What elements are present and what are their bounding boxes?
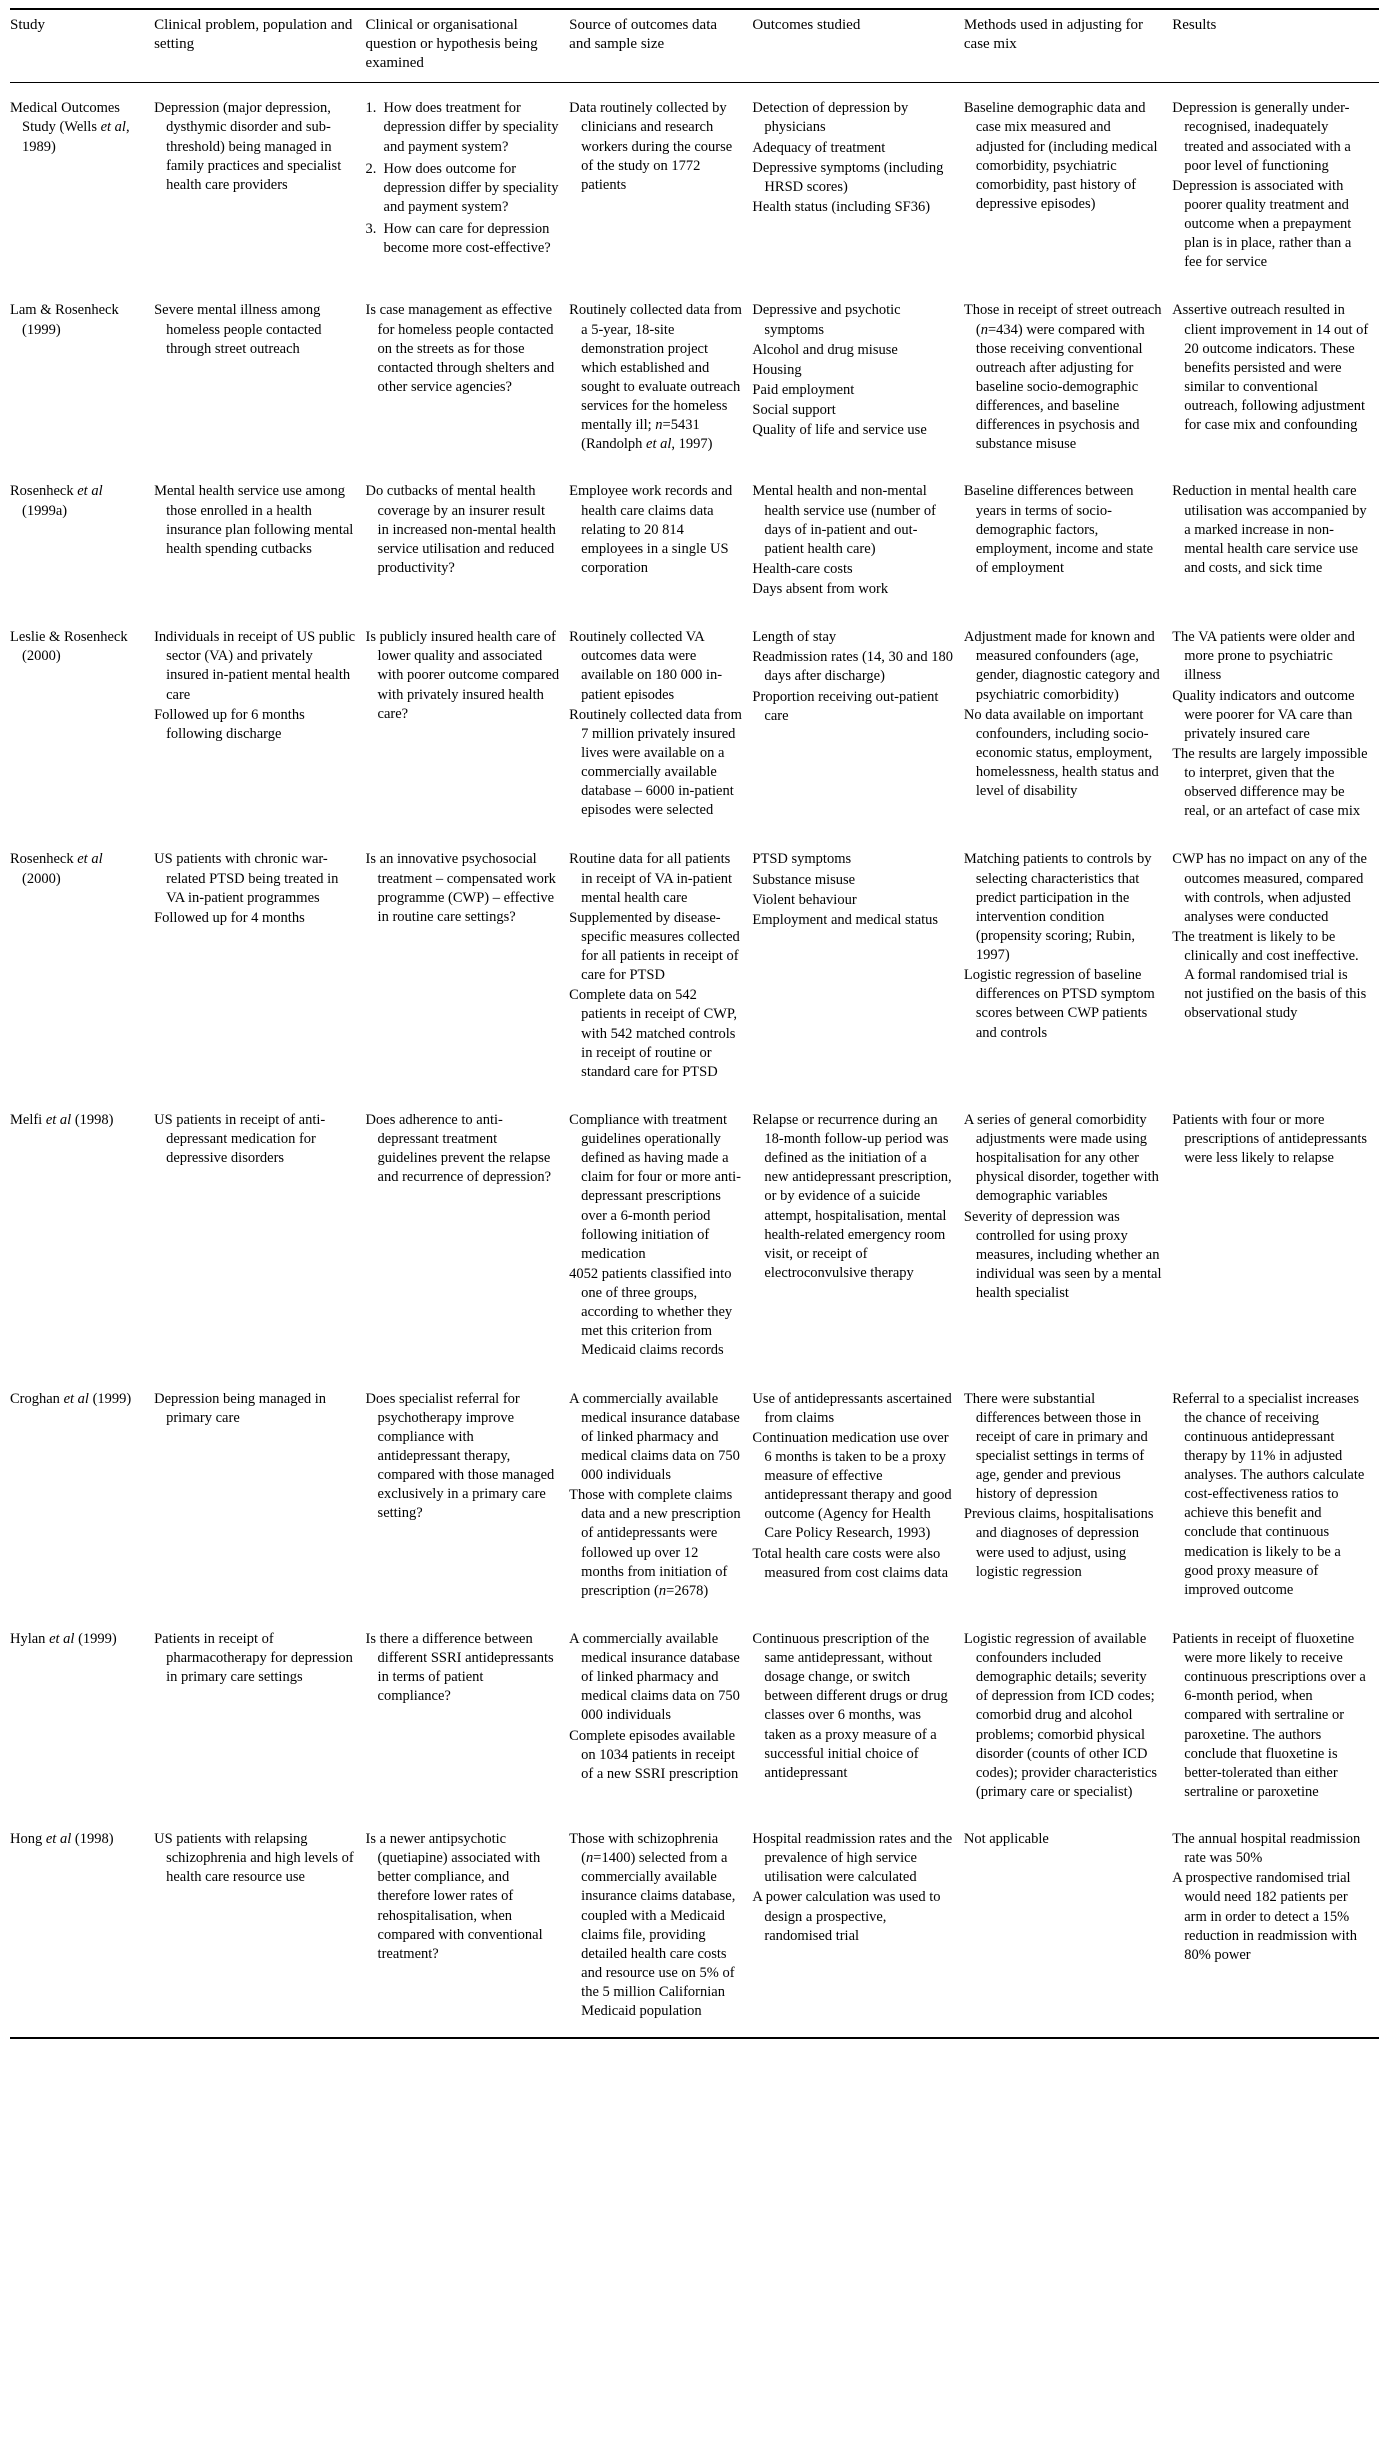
- cell-outcomes: [752, 1376, 963, 1616]
- cell-outcomes-item: Violent behaviour: [752, 891, 857, 908]
- table-body: [10, 83, 1379, 2039]
- cell-study: [10, 1616, 154, 1816]
- cell-source-item: Complete data on 542 patients in receipt of CWP, with 542 matched controls in receipt of routine or standard care for PTSD: [569, 987, 738, 1080]
- cell-outcomes-item: Social support: [752, 402, 836, 418]
- cell-outcomes: [752, 468, 963, 614]
- cell-problem-item: Followed up for 6 months following discharge: [154, 706, 305, 742]
- cell-methods-text: Baseline differences between years in terms of socio-demographic factors, employment, income and state of employment: [963, 483, 1154, 576]
- cell-source: [569, 1376, 752, 1616]
- cell-problem: [154, 836, 365, 1097]
- cell-source-item: Routinely collected VA outcomes data were available on 180 000 in-patient episodes: [569, 629, 723, 703]
- cell-question-text: Is case management as effective for homeless people contacted on the streets as for those contacted through shelters and other service agencies?: [365, 302, 555, 395]
- cell-question-item: [366, 220, 560, 258]
- cell-study-text: Melfi et al (1998): [10, 1111, 114, 1128]
- cell-problem-text: Mental health service use among those enrolled in a health insurance plan following mental health spending cutbacks: [154, 483, 354, 557]
- cell-question: [366, 468, 570, 614]
- cell-source-item: A commercially available medical insurance database of linked pharmacy and medical claims data on 750 000 individuals: [569, 1390, 740, 1483]
- cell-methods: [964, 1616, 1172, 1816]
- cell-study-text: Rosenheck et al (1999a): [10, 483, 103, 519]
- cell-methods-text: Baseline demographic data and case mix measured and adjusted for (including medical comorbidity, psychiatric comorbidity, past history of depressive episodes): [963, 100, 1158, 212]
- cell-results-text: Patients with four or more prescriptions of antidepressants were less likely to relapse: [1172, 1111, 1368, 1167]
- cell-problem-text: Depression (major depression, dysthymic disorder and sub-threshold) being managed in family practices and specialist health care providers: [154, 100, 342, 193]
- cell-outcomes-item: Use of antidepressants ascertained from claims: [752, 1390, 952, 1426]
- cell-question-item-number: 2.: [365, 160, 377, 177]
- column-header-methods: Methods used in adjusting for case mix: [964, 9, 1172, 83]
- cell-study-text: Medical Outcomes Study (Wells et al, 1989): [10, 100, 130, 155]
- cell-outcomes-item: PTSD symptoms: [752, 851, 852, 868]
- study-comparison-table: [10, 8, 1379, 2039]
- cell-question-text: Is a newer antipsychotic (quetiapine) associated with better compliance, and therefore lower rates of rehospitalisation, when compared with conventional treatment?: [365, 1831, 543, 1962]
- cell-problem-item: US patients with chronic war-related PTSD being treated in VA in-patient programmes: [154, 851, 339, 906]
- cell-question: [366, 1816, 570, 2038]
- cell-outcomes: [752, 1097, 963, 1376]
- cell-question: [366, 1616, 570, 1816]
- cell-study: [10, 468, 154, 614]
- cell-outcomes-item: Depressive symptoms (including HRSD scores): [752, 159, 944, 195]
- cell-problem-text: Patients in receipt of pharmacotherapy for depression in primary care settings: [154, 1630, 353, 1686]
- cell-results-text: Patients in receipt of fluoxetine were more likely to receive continuous prescriptions over a 6-month period, when compared with sertraline or paroxetine. The authors conclude that fluoxetine is better-tolerated than either sertraline or paroxetine: [1172, 1630, 1366, 1800]
- cell-source-item: Supplemented by disease-specific measures collected for all patients in receipt of care for PTSD: [569, 909, 740, 984]
- cell-methods: [964, 83, 1172, 288]
- cell-outcomes-item: Readmission rates (14, 30 and 180 days after discharge): [752, 649, 953, 685]
- cell-question-item-text: How does outcome for depression differ by speciality and payment system?: [383, 160, 559, 215]
- cell-results-text: Referral to a specialist increases the chance of receiving continuous antidepressant therapy by 11% in adjusted analyses. The authors calculate cost-effectiveness ratios to achieve this benefit and conclude that continuous medication is likely to be a good proxy measure of improved outcome: [1172, 1390, 1365, 1598]
- cell-study: [10, 836, 154, 1097]
- cell-methods-item: Previous claims, hospitalisations and diagnoses of depression were used to adjust, using logistic regression: [963, 1506, 1154, 1580]
- cell-outcomes: [752, 836, 963, 1097]
- cell-outcomes-item: Health-care costs: [752, 560, 853, 577]
- cell-results: [1172, 836, 1379, 1097]
- cell-outcomes-item: Mental health and non-mental health service use (number of days of in-patient and out-patient health care): [752, 483, 936, 557]
- cell-results: [1172, 1816, 1379, 2038]
- cell-study-text: Rosenheck et al (2000): [10, 851, 103, 887]
- cell-problem-item: Individuals in receipt of US public sector (VA) and privately insured in-patient mental health care: [154, 629, 356, 703]
- cell-source: [569, 468, 752, 614]
- cell-results: [1172, 1616, 1379, 1816]
- column-header-outcomes: Outcomes studied: [752, 9, 963, 83]
- cell-problem: [154, 287, 365, 468]
- cell-study-text: Hong et al (1998): [10, 1831, 114, 1847]
- cell-methods-text: Those in receipt of street outreach (n=434) were compared with those receiving conventional outreach after adjusting for baseline socio-demographic differences, and baseline differences in psychosis and substance misuse: [963, 302, 1162, 453]
- cell-results-item: A prospective randomised trial would need 182 patients per arm in order to detect a 15% reduction in readmission with 80% power: [1172, 1870, 1357, 1963]
- table-header: [10, 9, 1379, 83]
- cell-outcomes-item: Alcohol and drug misuse: [752, 341, 898, 358]
- cell-source-text: Data routinely collected by clinicians and research workers during the course of the study on 1772 patients: [569, 100, 733, 193]
- cell-source: [569, 1816, 752, 2038]
- cell-question-item: [366, 160, 560, 217]
- cell-source-item: Complete episodes available on 1034 patients in receipt of a new SSRI prescription: [569, 1727, 739, 1782]
- table-row: [10, 83, 1379, 288]
- cell-problem: [154, 1097, 365, 1376]
- cell-question: [366, 614, 570, 836]
- cell-question-item: [366, 99, 560, 156]
- cell-results-text: Reduction in mental health care utilisation was accompanied by a marked increase in non-mental health care service use and costs, and sick time: [1172, 483, 1367, 576]
- cell-question: [366, 836, 570, 1097]
- table-row: [10, 1816, 1379, 2038]
- cell-outcomes: [752, 1616, 963, 1816]
- cell-outcomes-text: Continuous prescription of the same antidepressant, without dosage change, or switch between different drugs or drug classes over 6 months, was taken as a proxy measure of a successful initial choice of antidepressant: [752, 1630, 948, 1781]
- cell-question-text: Does adherence to anti-depressant treatment guidelines prevent the relapse and recurrence of depression?: [365, 1111, 552, 1186]
- table-row: [10, 614, 1379, 836]
- column-header-results: Results: [1172, 9, 1379, 83]
- column-header-question: Clinical or organisational question or hypothesis being examined: [366, 9, 570, 83]
- cell-results-text: Assertive outreach resulted in client improvement in 14 out of 20 outcome indicators. These benefits persisted and were similar to conventional outreach, following adjustment for case mix and confounding: [1172, 302, 1369, 434]
- cell-outcomes-text: Relapse or recurrence during an 18-month follow-up period was defined as the initiation of a new antidepressant prescription, or by evidence of a suicide attempt, hospitalisation, mental health-related emergency room visit, or receipt of electroconvulsive therapy: [752, 1111, 952, 1281]
- cell-source-text: Employee work records and health care claims data relating to 20 814 employees in a single US corporation: [569, 483, 733, 576]
- cell-study: [10, 1376, 154, 1616]
- cell-source-text: Routinely collected data from a 5-year, 18-site demonstration project which established and sought to evaluate outreach services for the homeless mentally ill; n=5431 (Randolph et al, 1997): [569, 302, 742, 453]
- cell-problem-text: Depression being managed in primary care: [154, 1390, 327, 1426]
- cell-outcomes-item: Proportion receiving out-patient care: [752, 688, 939, 724]
- cell-outcomes-item: Continuation medication use over 6 months is taken to be a proxy measure of effective antidepressant therapy and good outcome (Agency for Health Care Policy Research, 1993): [752, 1429, 952, 1542]
- cell-question: [366, 83, 570, 288]
- cell-methods-item: A series of general comorbidity adjustments were made using hospitalisation for any other physical disorder, together with demographic variables: [963, 1111, 1159, 1205]
- cell-outcomes-item: A power calculation was used to design a prospective, randomised trial: [752, 1889, 941, 1944]
- cell-question-item-text: How does treatment for depression differ by speciality and payment system?: [383, 100, 559, 155]
- cell-methods: [964, 614, 1172, 836]
- cell-results: [1172, 287, 1379, 468]
- cell-question-text: Is publicly insured health care of lower quality and associated with poorer outcome compared with privately insured health care?: [365, 629, 560, 722]
- cell-results-item: Quality indicators and outcome were poorer for VA care than privately insured care: [1172, 687, 1355, 742]
- cell-question: [366, 1097, 570, 1376]
- table-header-row: [10, 9, 1379, 83]
- cell-question: [366, 287, 570, 468]
- table-row: [10, 1097, 1379, 1376]
- cell-study-text: Croghan et al (1999): [10, 1390, 132, 1407]
- cell-outcomes-item: Total health care costs were also measured from cost claims data: [752, 1545, 949, 1581]
- cell-problem-text: Severe mental illness among homeless people contacted through street outreach: [154, 302, 322, 357]
- cell-source-text: Those with schizophrenia (n=1400) selected from a commercially available insurance claims database, coupled with a Medicaid claims file, providing detailed health care costs and resource use on 5% of the 5 million Californian Medicaid population: [569, 1831, 736, 2020]
- cell-results-item: The results are largely impossible to interpret, given that the observed difference may be real, or an artefact of case mix: [1172, 745, 1368, 820]
- cell-methods-item: Adjustment made for known and measured confounders (age, gender, diagnostic category and psychiatric comorbidity): [963, 629, 1160, 703]
- cell-source-item: Routine data for all patients in receipt of VA in-patient mental health care: [569, 851, 733, 906]
- cell-outcomes-item: Substance misuse: [752, 871, 856, 888]
- cell-question-item-number: 1.: [365, 100, 377, 117]
- cell-methods-item: Severity of depression was controlled for using proxy measures, including whether an individual was seen by a mental health specialist: [963, 1208, 1162, 1301]
- cell-study-text: Hylan et al (1999): [10, 1630, 117, 1647]
- cell-outcomes-item: Employment and medical status: [752, 911, 939, 928]
- cell-methods-item: Logistic regression of baseline differences on PTSD symptom scores between CWP patients and controls: [963, 967, 1155, 1041]
- cell-outcomes-item: Hospital readmission rates and the prevalence of high service utilisation were calculated: [752, 1831, 953, 1886]
- cell-question-item-number: 3.: [365, 221, 377, 237]
- cell-methods-item: No data available on important confounders, including socio-economic status, employment, homelessness, health status and level of disability: [963, 706, 1159, 800]
- cell-study: [10, 1097, 154, 1376]
- cell-methods: [964, 1097, 1172, 1376]
- cell-outcomes-item: Depressive and psychotic symptoms: [752, 302, 901, 338]
- table-row: [10, 836, 1379, 1097]
- cell-problem: [154, 83, 365, 288]
- cell-problem-item: Followed up for 4 months: [154, 909, 305, 926]
- cell-methods-item: There were substantial differences between those in receipt of care in primary and specialist settings in terms of age, gender and previous history of depression: [963, 1390, 1148, 1503]
- cell-outcomes: [752, 1816, 963, 2038]
- cell-study-text: Lam & Rosenheck (1999): [10, 302, 119, 338]
- cell-source: [569, 83, 752, 288]
- cell-question-text: Does specialist referral for psychotherapy improve compliance with antidepressant therapy, compared with those managed exclusively in a primary care setting?: [365, 1390, 555, 1522]
- cell-problem: [154, 1616, 365, 1816]
- cell-study: [10, 83, 154, 288]
- cell-outcomes-item: Days absent from work: [752, 581, 889, 597]
- cell-methods: [964, 836, 1172, 1097]
- cell-results: [1172, 1097, 1379, 1376]
- cell-question-text: Is an innovative psychosocial treatment – compensated work programme (CWP) – effective in routine care settings?: [365, 851, 556, 925]
- cell-outcomes-item: Housing: [752, 361, 802, 378]
- cell-source-item: A commercially available medical insurance database of linked pharmacy and medical claims data on 750 000 individuals: [569, 1630, 740, 1724]
- cell-problem: [154, 614, 365, 836]
- cell-methods: [964, 468, 1172, 614]
- cell-study: [10, 287, 154, 468]
- cell-results-item: Depression is generally under-recognised, inadequately treated and associated with a poor level of functioning: [1172, 100, 1351, 174]
- cell-source-item: Routinely collected data from 7 million privately insured lives were available on a commercially available database – 6000 in-patient episodes were selected: [569, 706, 742, 819]
- cell-results: [1172, 83, 1379, 288]
- cell-outcomes-item: Detection of depression by physicians: [752, 100, 909, 136]
- column-header-study: Study: [10, 9, 154, 83]
- cell-source: [569, 287, 752, 468]
- cell-source-item: Those with complete claims data and a new prescription of antidepressants were followed up over 12 months from initiation of prescription (n=2678): [569, 1487, 741, 1599]
- cell-results-item: The treatment is likely to be clinically and cost ineffective. A formal randomised trial is not justified on the basis of this observational study: [1172, 928, 1367, 1022]
- cell-results: [1172, 614, 1379, 836]
- cell-outcomes-item: Length of stay: [752, 629, 837, 646]
- cell-problem: [154, 468, 365, 614]
- cell-source-item: Compliance with treatment guidelines operationally defined as having made a claim for four or more anti-depressant prescriptions over a 6-month period following initiation of medication: [569, 1111, 742, 1262]
- cell-results: [1172, 468, 1379, 614]
- column-header-problem: Clinical problem, population and setting: [154, 9, 365, 83]
- cell-outcomes: [752, 287, 963, 468]
- cell-study: [10, 1816, 154, 2038]
- cell-methods-text: Not applicable: [963, 1831, 1049, 1847]
- cell-outcomes-item: Adequacy of treatment: [752, 139, 886, 156]
- table-row: [10, 287, 1379, 468]
- cell-question: [366, 1376, 570, 1616]
- cell-question-text: Is there a difference between different SSRI antidepressants in terms of patient compliance?: [365, 1630, 554, 1705]
- cell-source: [569, 1097, 752, 1376]
- cell-methods: [964, 1816, 1172, 2038]
- cell-results-item: CWP has no impact on any of the outcomes measured, compared with controls, when adjusted analyses were conducted: [1172, 851, 1367, 925]
- cell-problem-text: US patients with relapsing schizophrenia and high levels of health care resource use: [154, 1831, 354, 1886]
- cell-question-text: Do cutbacks of mental health coverage by an insurer result in increased non-mental health service utilisation and reduced productivity?: [365, 483, 556, 576]
- cell-problem-text: US patients in receipt of anti-depressant medication for depressive disorders: [154, 1111, 326, 1167]
- cell-methods: [964, 1376, 1172, 1616]
- cell-outcomes-item: Paid employment: [752, 381, 855, 398]
- cell-source-item: 4052 patients classified into one of three groups, according to whether they met this criterion from Medicaid claims records: [569, 1265, 733, 1359]
- cell-outcomes-item: Quality of life and service use: [752, 422, 927, 439]
- cell-outcomes: [752, 83, 963, 288]
- cell-outcomes-item: Health status (including SF36): [752, 198, 931, 215]
- cell-problem: [154, 1816, 365, 2038]
- cell-results-item: The annual hospital readmission rate was 50%: [1172, 1831, 1361, 1867]
- table-row: [10, 1616, 1379, 1816]
- table-row: [10, 1376, 1379, 1616]
- column-header-source: Source of outcomes data and sample size: [569, 9, 752, 83]
- cell-results-item: The VA patients were older and more prone to psychiatric illness: [1172, 629, 1355, 684]
- cell-question-item-text: How can care for depression become more cost-effective?: [383, 221, 551, 257]
- cell-source: [569, 614, 752, 836]
- cell-methods-text: Logistic regression of available confounders included demographic details; severity of depression from ICD codes; comorbid drug and alcohol problems; comorbid physical disorder (counts of other ICD codes); provider characteristics (primary care or specialist): [963, 1630, 1158, 1800]
- cell-results-item: Depression is associated with poorer quality treatment and outcome when a prepayment plan is in place, rather than a fee for service: [1172, 177, 1352, 271]
- cell-outcomes: [752, 614, 963, 836]
- cell-problem: [154, 1376, 365, 1616]
- cell-study: [10, 614, 154, 836]
- table-row: [10, 468, 1379, 614]
- cell-results: [1172, 1376, 1379, 1616]
- cell-source: [569, 836, 752, 1097]
- cell-source: [569, 1616, 752, 1816]
- cell-study-text: Leslie & Rosenheck (2000): [10, 629, 128, 665]
- cell-methods: [964, 287, 1172, 468]
- cell-methods-item: Matching patients to controls by selecting characteristics that predict participation in the intervention condition (propensity scoring; Rubin, 1997): [963, 851, 1152, 963]
